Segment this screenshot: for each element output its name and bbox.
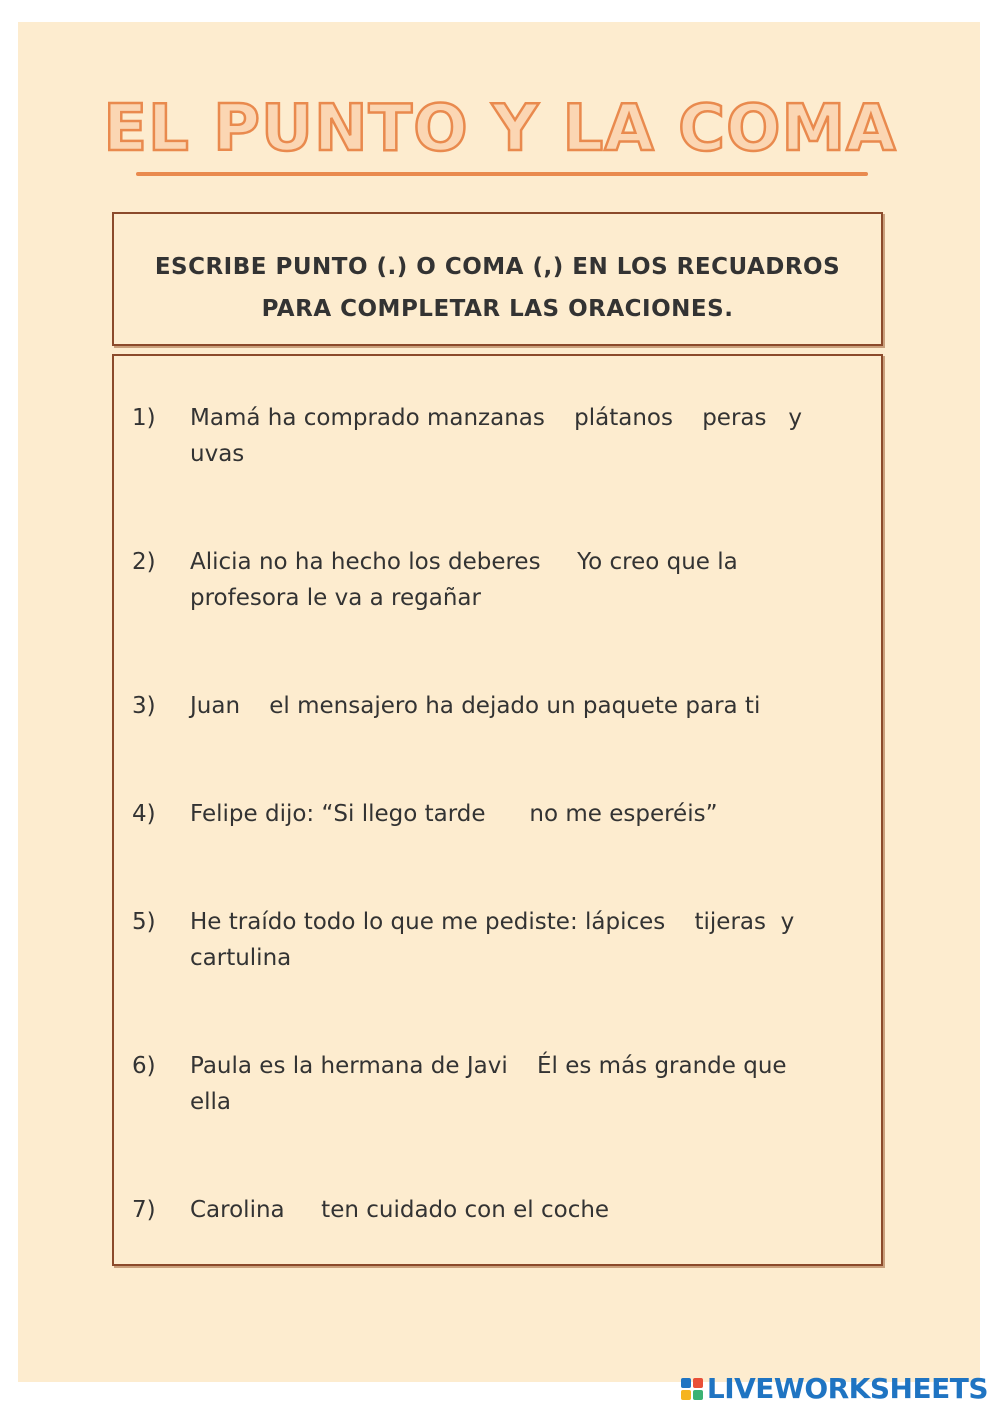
question-number: 5) xyxy=(132,909,156,935)
question-number: 2) xyxy=(132,549,156,575)
brand-name: LIVEWORKSHEETS xyxy=(706,1372,988,1405)
question-text-line: cartulina xyxy=(190,945,292,971)
instructions-line-1: ESCRIBE PUNTO (.) O COMA (,) EN LOS RECUADROS xyxy=(154,254,841,280)
question-text-line: Mamá ha comprado manzanas plátanos peras y xyxy=(190,405,803,431)
question-text-line: He traído todo lo que me pediste: lápices tijeras y xyxy=(190,909,795,935)
question-number: 7) xyxy=(132,1197,156,1223)
question-text-line: Felipe dijo: “Si llego tarde no me esperéis” xyxy=(190,801,718,827)
question-text-line: Alicia no ha hecho los deberes Yo creo que la xyxy=(190,549,738,575)
instructions-text xyxy=(114,246,881,330)
liveworksheets-brand[interactable] xyxy=(681,1372,988,1405)
question-text-line: Carolina ten cuidado con el coche xyxy=(190,1197,610,1223)
question-text-line: Juan el mensajero ha dejado un paquete para ti xyxy=(190,693,761,719)
instructions-box xyxy=(112,212,883,346)
questions-box xyxy=(112,354,883,1266)
title-underline xyxy=(136,172,868,176)
question-text-line: uvas xyxy=(190,441,245,467)
question-text-line: profesora le va a regañar xyxy=(190,585,481,611)
question-text-line: Paula es la hermana de Javi Él es más grande que xyxy=(190,1053,787,1079)
question-number: 4) xyxy=(132,801,156,827)
question-number: 1) xyxy=(132,405,156,431)
instructions-line-2: PARA COMPLETAR LAS ORACIONES. xyxy=(261,296,734,322)
question-number: 3) xyxy=(132,693,156,719)
worksheet-title: EL PUNTO Y LA COMA xyxy=(103,92,897,166)
liveworksheets-logo-icon xyxy=(681,1378,703,1400)
question-number: 6) xyxy=(132,1053,156,1079)
question-text-line: ella xyxy=(190,1089,232,1115)
